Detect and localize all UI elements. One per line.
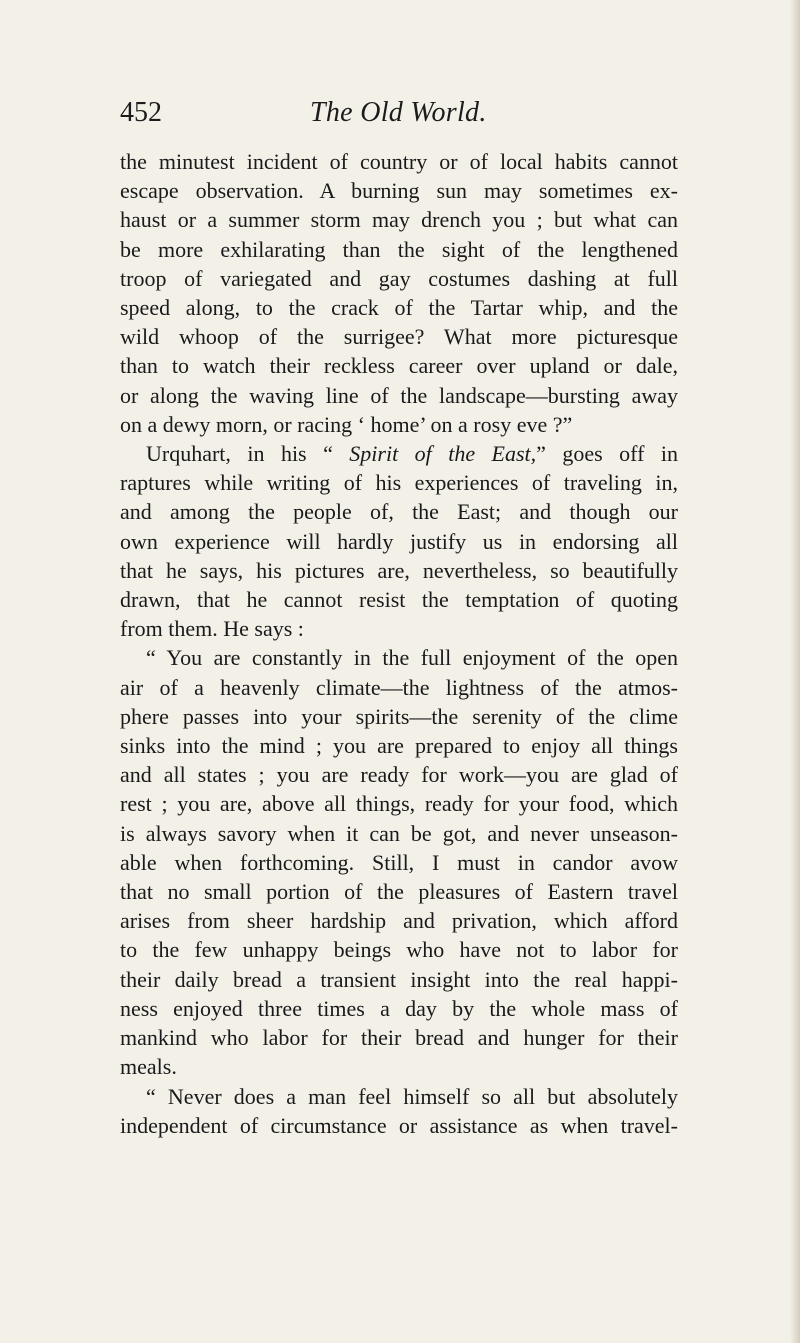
text-line: raptures while writing of his experiences of traveling in, bbox=[120, 470, 678, 496]
text-line: arises from sheer hardship and privation, which afford bbox=[120, 908, 678, 934]
text-line: wild whoop of the surrigee? What more picturesque bbox=[120, 324, 678, 350]
text-line: rest ; you are, above all things, ready for your food, which bbox=[120, 791, 678, 817]
text-line: ness enjoyed three times a day by the whole mass of bbox=[120, 995, 678, 1021]
text-line: that he says, his pictures are, nevertheless, so beautifully bbox=[120, 557, 678, 583]
text-line: independent of circumstance or assistance as when travel- bbox=[120, 1112, 678, 1138]
body-text bbox=[120, 147, 678, 1140]
text-line: troop of variegated and gay costumes dashing at full bbox=[120, 265, 678, 291]
text-line: own experience will hardly justify us in endorsing all bbox=[120, 528, 678, 554]
text-line: able when forthcoming. Still, I must in candor avow bbox=[120, 849, 678, 875]
text-line: from them. He says : bbox=[120, 616, 304, 642]
text-line: their daily bread a transient insight into the real happi- bbox=[120, 966, 678, 992]
text-line: mankind who labor for their bread and hunger for their bbox=[120, 1025, 678, 1051]
page-header bbox=[120, 96, 660, 136]
text-line: “ Never does a man feel himself so all but absolutely bbox=[146, 1083, 678, 1109]
text-line: than to watch their reckless career over upland or dale, bbox=[120, 353, 678, 379]
page-number: 452 bbox=[120, 97, 162, 128]
text-line: that no small portion of the pleasures of Eastern travel bbox=[120, 879, 678, 905]
text-segment: ” goes off in bbox=[536, 441, 678, 467]
text-line: the minutest incident of country or of local habits cannot bbox=[120, 149, 678, 174]
text-line: sinks into the mind ; you are prepared to enjoy all things bbox=[120, 733, 678, 759]
text-line: escape observation. A burning sun may sometimes ex- bbox=[120, 178, 678, 204]
page-edge-shadow bbox=[790, 0, 800, 1343]
text-line: to the few unhappy beings who have not to labor for bbox=[120, 937, 678, 963]
text-line bbox=[120, 439, 678, 468]
text-line: meals. bbox=[120, 1054, 177, 1080]
text-line: or along the waving line of the landscape—bursting away bbox=[120, 382, 678, 408]
text-line: be more exhilarating than the sight of the lengthened bbox=[120, 236, 678, 262]
running-title: The Old World. bbox=[310, 97, 487, 128]
text-line: and among the people of, the East; and though our bbox=[120, 499, 678, 525]
text-line: air of a heavenly climate—the lightness of the atmos- bbox=[120, 674, 678, 700]
text-line: haust or a summer storm may drench you ; but what can bbox=[120, 207, 678, 233]
text-line: speed along, to the crack of the Tartar whip, and the bbox=[120, 295, 678, 321]
text-line: is always savory when it can be got, and never unseason- bbox=[120, 820, 678, 846]
text-line: phere passes into your spirits—the serenity of the clime bbox=[120, 703, 678, 729]
italic-book-title: Spirit of the East, bbox=[349, 441, 537, 467]
text-line: “ You are constantly in the full enjoyment of the open bbox=[146, 645, 678, 671]
text-line: drawn, that he cannot resist the temptation of quoting bbox=[120, 587, 678, 613]
text-line: and all states ; you are ready for work—you are glad of bbox=[120, 762, 678, 788]
text-segment: Urquhart, in his “ bbox=[146, 441, 350, 467]
text-line: on a dewy morn, or racing ‘ home’ on a rosy eve ?” bbox=[120, 411, 573, 437]
